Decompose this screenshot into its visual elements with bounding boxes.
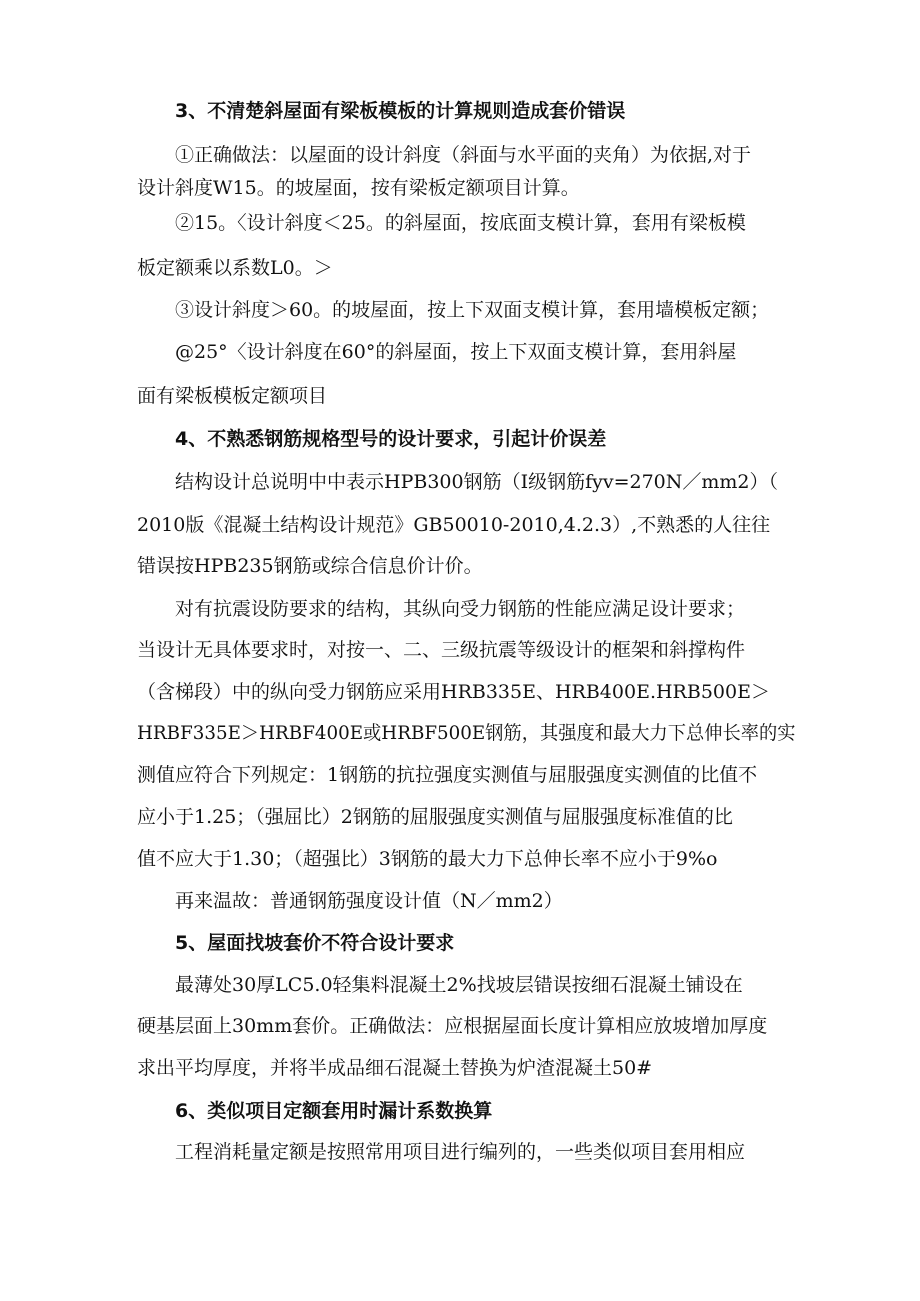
section-6-heading: 6、类似项目定额套用时漏计系数换算	[175, 1100, 493, 1122]
paragraph-line: HRBF335E＞HRBF400E或HRBF500E钢筋，其强度和最大力下总伸长率的实	[137, 722, 796, 744]
paragraph-line: 结构设计总说明中中表示HPB300钢筋（I级钢筋fyv=270N／mm2）（	[175, 471, 779, 493]
paragraph-line: ②15。〈设计斜度＜25。的斜屋面，按底面支模计算，套用有梁板模	[175, 212, 746, 234]
paragraph-line: 再来温故：普通钢筋强度设计值（N／mm2）	[175, 890, 563, 912]
paragraph-line: 值不应大于1.30；（超强比）3钢筋的最大力下总伸长率不应小于9%o	[137, 848, 718, 870]
paragraph-line: 应小于1.25；（强屈比）2钢筋的屈服强度实测值与屈服强度标准值的比	[137, 806, 733, 828]
section-5-heading: 5、屋面找坡套价不符合设计要求	[175, 932, 455, 954]
paragraph-line: 2010版《混凝土结构设计规范》GB50010-2010,4.2.3）,不熟悉的人往往	[137, 514, 771, 536]
paragraph-line: 设计斜度W15。的坡屋面，按有梁板定额项目计算。	[137, 177, 580, 199]
paragraph-line: ①正确做法：以屋面的设计斜度（斜面与水平面的夹角）为依据,对于	[175, 144, 752, 166]
paragraph-line: 测值应符合下列规定：1钢筋的抗拉强度实测值与屈服强度实测值的比值不	[137, 764, 758, 786]
paragraph-line: （含梯段）中的纵向受力钢筋应采用HRB335E、HRB400E.HRB500E＞	[137, 681, 770, 703]
paragraph-line: 硬基层面上30mm套价。正确做法：应根据屋面长度计算相应放坡增加厚度	[137, 1015, 768, 1037]
paragraph-line: 板定额乘以系数L0。＞	[137, 257, 333, 279]
paragraph-line: @25°〈设计斜度在60°的斜屋面，按上下双面支模计算，套用斜屋	[175, 341, 737, 363]
paragraph-line: 最薄处30厚LC5.0轻集料混凝土2%找坡层错误按细石混凝土铺设在	[175, 974, 743, 996]
paragraph-line: 工程消耗量定额是按照常用项目进行编列的，一些类似项目套用相应	[175, 1141, 746, 1163]
paragraph-line: 求出平均厚度，并将半成品细石混凝土替换为炉渣混凝土50#	[137, 1057, 653, 1079]
paragraph-line: 当设计无具体要求时，对按一、二、三级抗震等级设计的框架和斜撑构件	[137, 639, 746, 661]
paragraph-line: 对有抗震设防要求的结构，其纵向受力钢筋的性能应满足设计要求；	[175, 598, 746, 620]
section-3-heading: 3、不清楚斜屋面有梁板模板的计算规则造成套价错误	[175, 100, 626, 122]
paragraph-line: 错误按HPB235钢筋或综合信息价计价。	[137, 555, 483, 577]
paragraph-line: 面有梁板模板定额项目	[137, 385, 328, 407]
paragraph-line: ③设计斜度＞60。的坡屋面，按上下双面支模计算，套用墙模板定额；	[175, 299, 770, 321]
section-4-heading: 4、不熟悉钢筋规格型号的设计要求，引起计价误差	[175, 428, 607, 450]
